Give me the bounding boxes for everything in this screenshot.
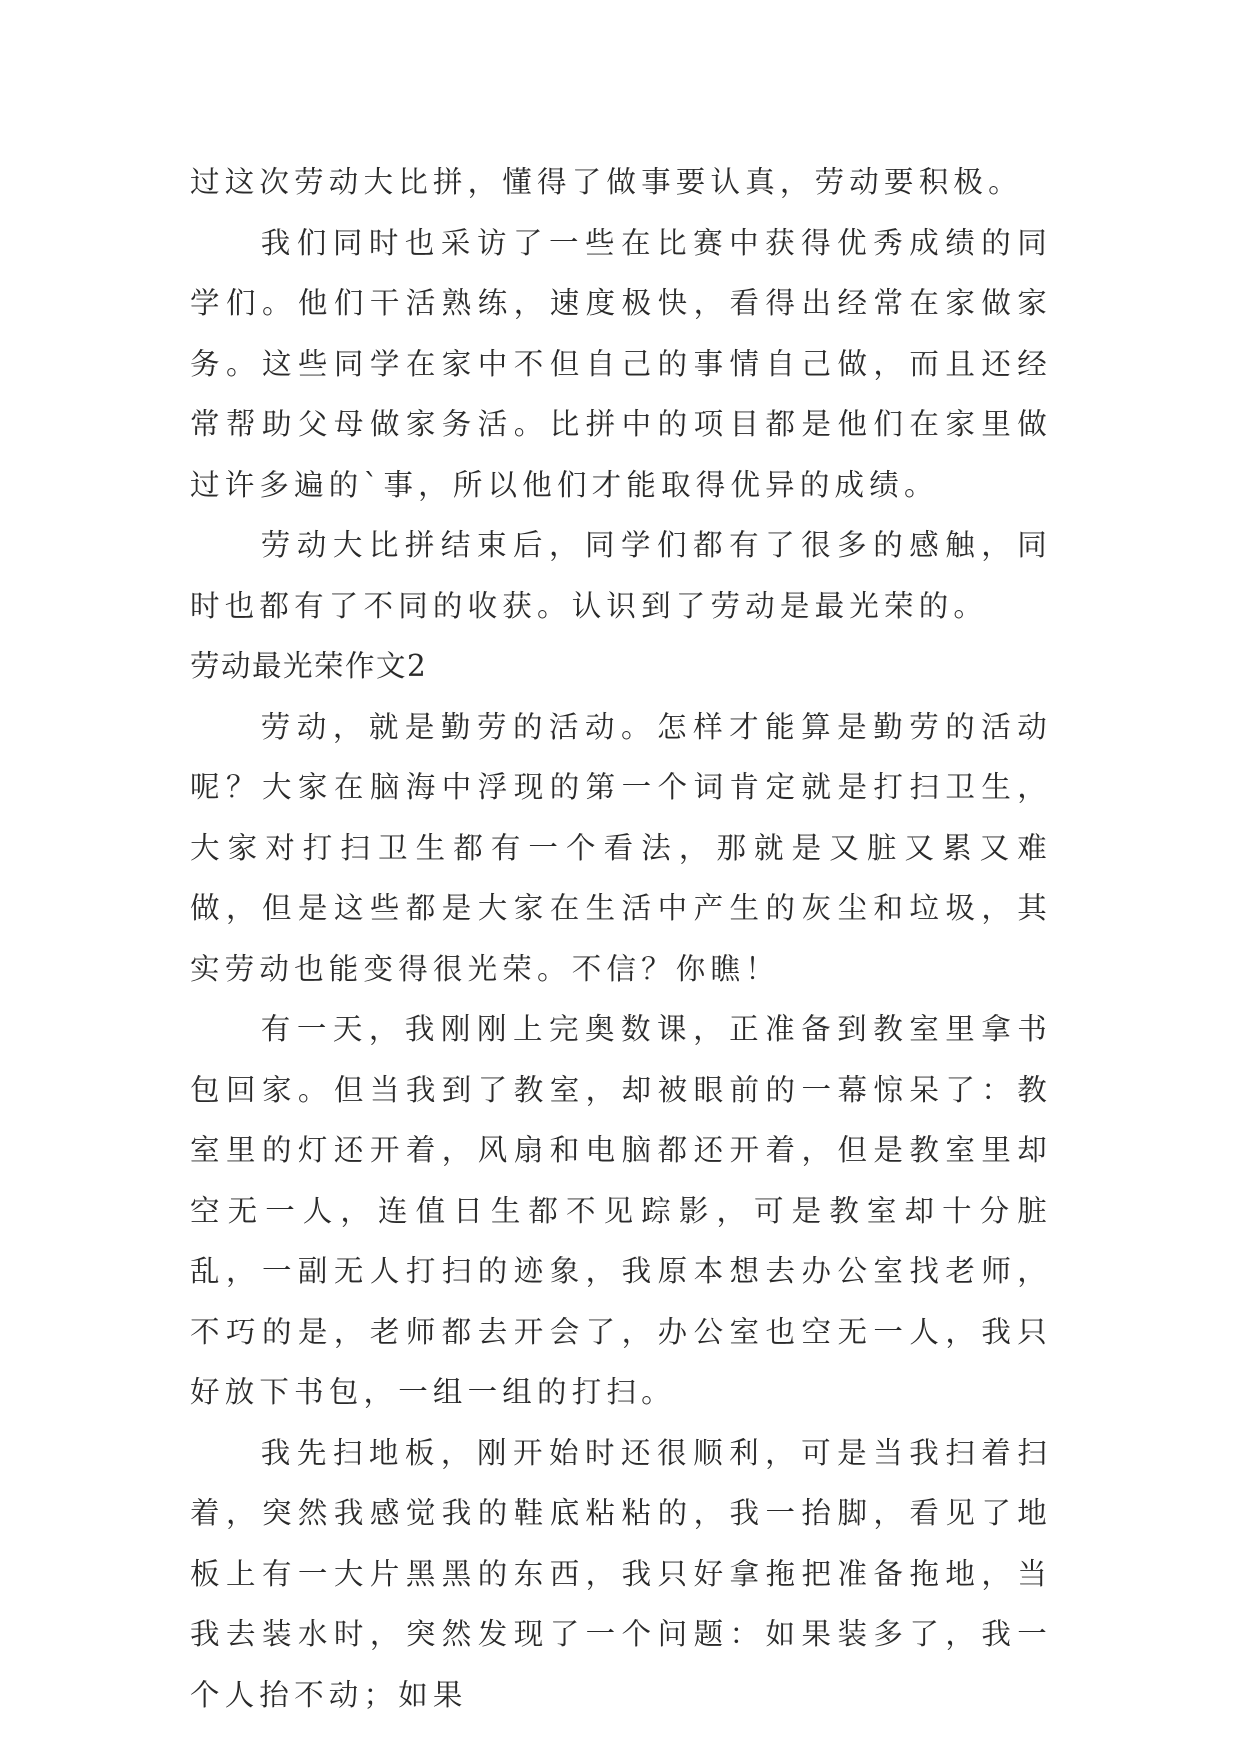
paragraph-sweeping: 我先扫地板，刚开始时还很顺利，可是当我扫着扫着，突然我感觉我的鞋底粘粘的，我一抬脚，看见了地板上有一大片黑黑的东西，我只好拿拖把准备拖地，当我去装水时，突然发现了一个问题：如果装多了，我一个人抬不动；如果 — [190, 1435, 1052, 1712]
paragraph-continuation: 过这次劳动大比拼，懂得了做事要认真，劳动要积极。 — [190, 165, 1023, 199]
essay-title: 劳动最光荣作文2 — [190, 649, 428, 683]
paragraph-interview: 我们同时也采访了一些在比赛中获得优秀成绩的同学们。他们干活熟练，速度极快，看得出经常在家做家务。这些同学在家中不但自己的事情自己做，而且还经常帮助父母做家务活。比拼中的项目都是他们在家里做过许多遍的`事，所以他们才能取得优异的成绩。 — [190, 225, 1052, 502]
paragraph-labor-definition: 劳动，就是勤劳的活动。怎样才能算是勤劳的活动呢？大家在脑海中浮现的第一个词肯定就是打扫卫生，大家对打扫卫生都有一个看法，那就是又脏又累又难做，但是这些都是大家在生活中产生的灰尘和垃圾，其实劳动也能变得很光荣。不信？你瞧！ — [190, 709, 1052, 986]
paragraph-classroom-story: 有一天，我刚刚上完奥数课，正准备到教室里拿书包回家。但当我到了教室，却被眼前的一幕惊呆了：教室里的灯还开着，风扇和电脑都还开着，但是教室里却空无一人，连值日生都不见踪影，可是教室却十分脏乱，一副无人打扫的迹象，我原本想去办公室找老师，不巧的是，老师都去开会了，办公室也空无一人，我只好放下书包，一组一组的打扫。 — [190, 1012, 1052, 1409]
document-body — [190, 152, 1052, 1725]
paragraph-conclusion: 劳动大比拼结束后，同学们都有了很多的感触，同时也都有了不同的收获。认识到了劳动是最光荣的。 — [190, 528, 1052, 623]
